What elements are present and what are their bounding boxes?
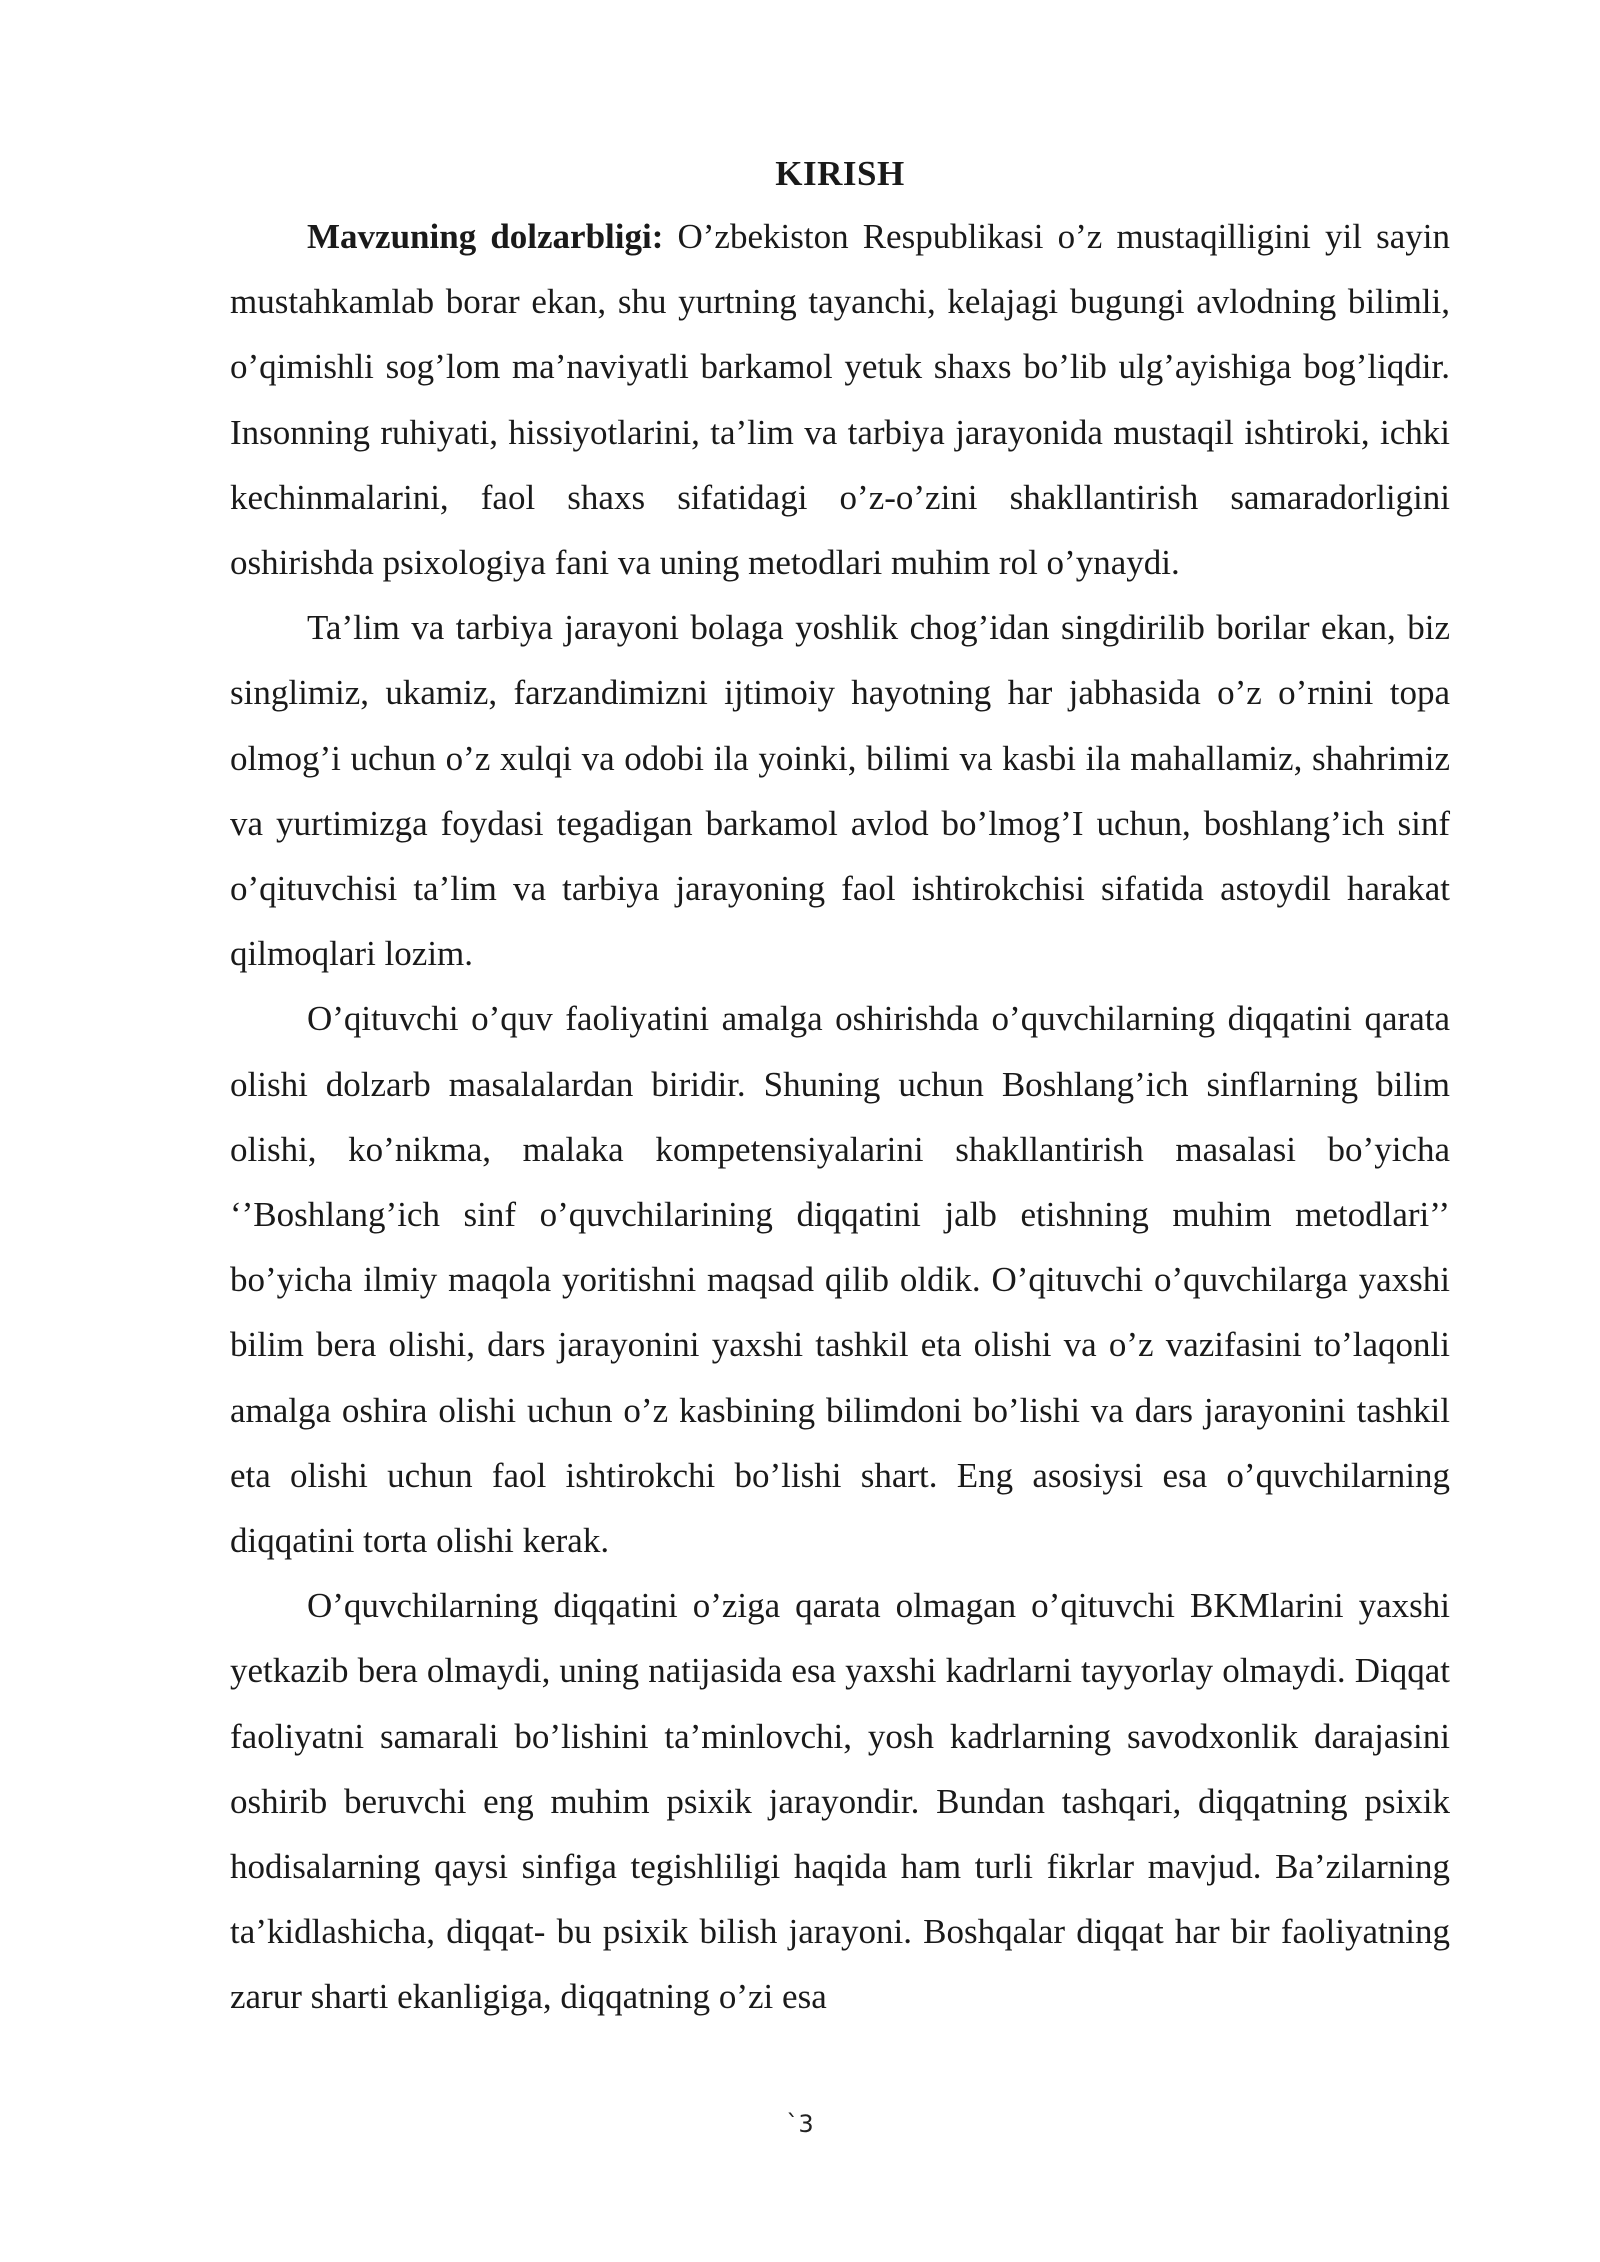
paragraph-relevance bbox=[230, 204, 1450, 595]
paragraph-attention: O’quvchilarning diqqatini o’ziga qarata olmagan o’qituvchi BKMlarini yaxshi yetkazib bera olmaydi, uning natijasida esa yaxshi kadrlarni tayyorlay olmaydi. Diqqat faoliyatni samarali bo’lishini ta’minlovchi, yosh kadrlarning savodxonlik darajasini oshirib beruvchi eng muhim psixik jarayondir. Bundan tashqari, diqqatning psixik hodisalarning qaysi sinfiga tegishliligi haqida ham turli fikrlar mavjud. Ba’zilarning ta’kidlashicha, diqqat- bu psixik bilish jarayoni. Boshqalar diqqat har bir faoliyatning zarur sharti ekanligiga, diqqatning o’zi esa bbox=[230, 1586, 1450, 2017]
paragraph-education: Ta’lim va tarbiya jarayoni bolaga yoshlik chog’idan singdirilib borilar ekan, biz singlimiz, ukamiz, farzandimizni ijtimoiy hayotning har jabhasida o’z o’rnini topa olmog’i uchun o’z xulqi va odobi ila yoinki, bilimi va kasbi ila mahallamiz, shahrimiz va yurtimizga foydasi tegadigan barkamol avlod bo’lmog’I uchun, boshlang’ich sinf o’qituvchisi ta’lim va tarbiya jarayoning faol ishtirokchisi sifatida astoydil harakat qilmoqlari lozim. bbox=[230, 608, 1450, 974]
paragraph-teacher: O’qituvchi o’quv faoliyatini amalga oshirishda o’quvchilarning diqqatini qarata olishi dolzarb masalalardan biridir. Shuning uchun Boshlang’ich sinflarning bilim olishi, ko’nikma, malaka kompetensiyalarini shakllantirish masalasi bo’yicha ‘’Boshlang’ich sinf o’quvchilarining diqqatini jalb etishning muhim metodlari’’ bo’yicha ilmiy maqola yoritishni maqsad qilib oldik. O’qituvchi o’quvchilarga yaxshi bilim bera olishi, dars jarayonini yaxshi tashkil eta olishi va o’z vazifasini to’laqonli amalga oshira olishi uchun o’z kasbining bilimdoni bo’lishi va dars jarayonini tashkil eta olishi uchun faol ishtirokchi bo’lishi shart. Eng asosiysi esa o’quvchilarning diqqatini torta olishi kerak. bbox=[230, 999, 1450, 1561]
page-number: `3 bbox=[786, 2110, 814, 2138]
page-content bbox=[230, 148, 1450, 2030]
page-title: KIRISH bbox=[775, 154, 905, 193]
paragraph-lead: Mavzuning dolzarbligi: bbox=[307, 217, 664, 256]
paragraph-text: O’zbekiston Respublikasi o’z mustaqilligini yil sayin mustahkamlab borar ekan, shu yurtning tayanchi, kelajagi bugungi avlodning bilimli, o’qimishli sog’lom ma’naviyatli barkamol yetuk shaxs bo’lib ulg’ayishiga bog’liqdir. Insonning ruhiyati, hissiyotlarini, ta’lim va tarbiya jarayonida mustaqil ishtiroki, ichki kechinmalarini, faol shaxs sifatidagi o’z-o’zini shakllantirish samaradorligini oshirishda psixologiya fani va uning metodlari muhim rol o’ynaydi. bbox=[230, 217, 1450, 583]
